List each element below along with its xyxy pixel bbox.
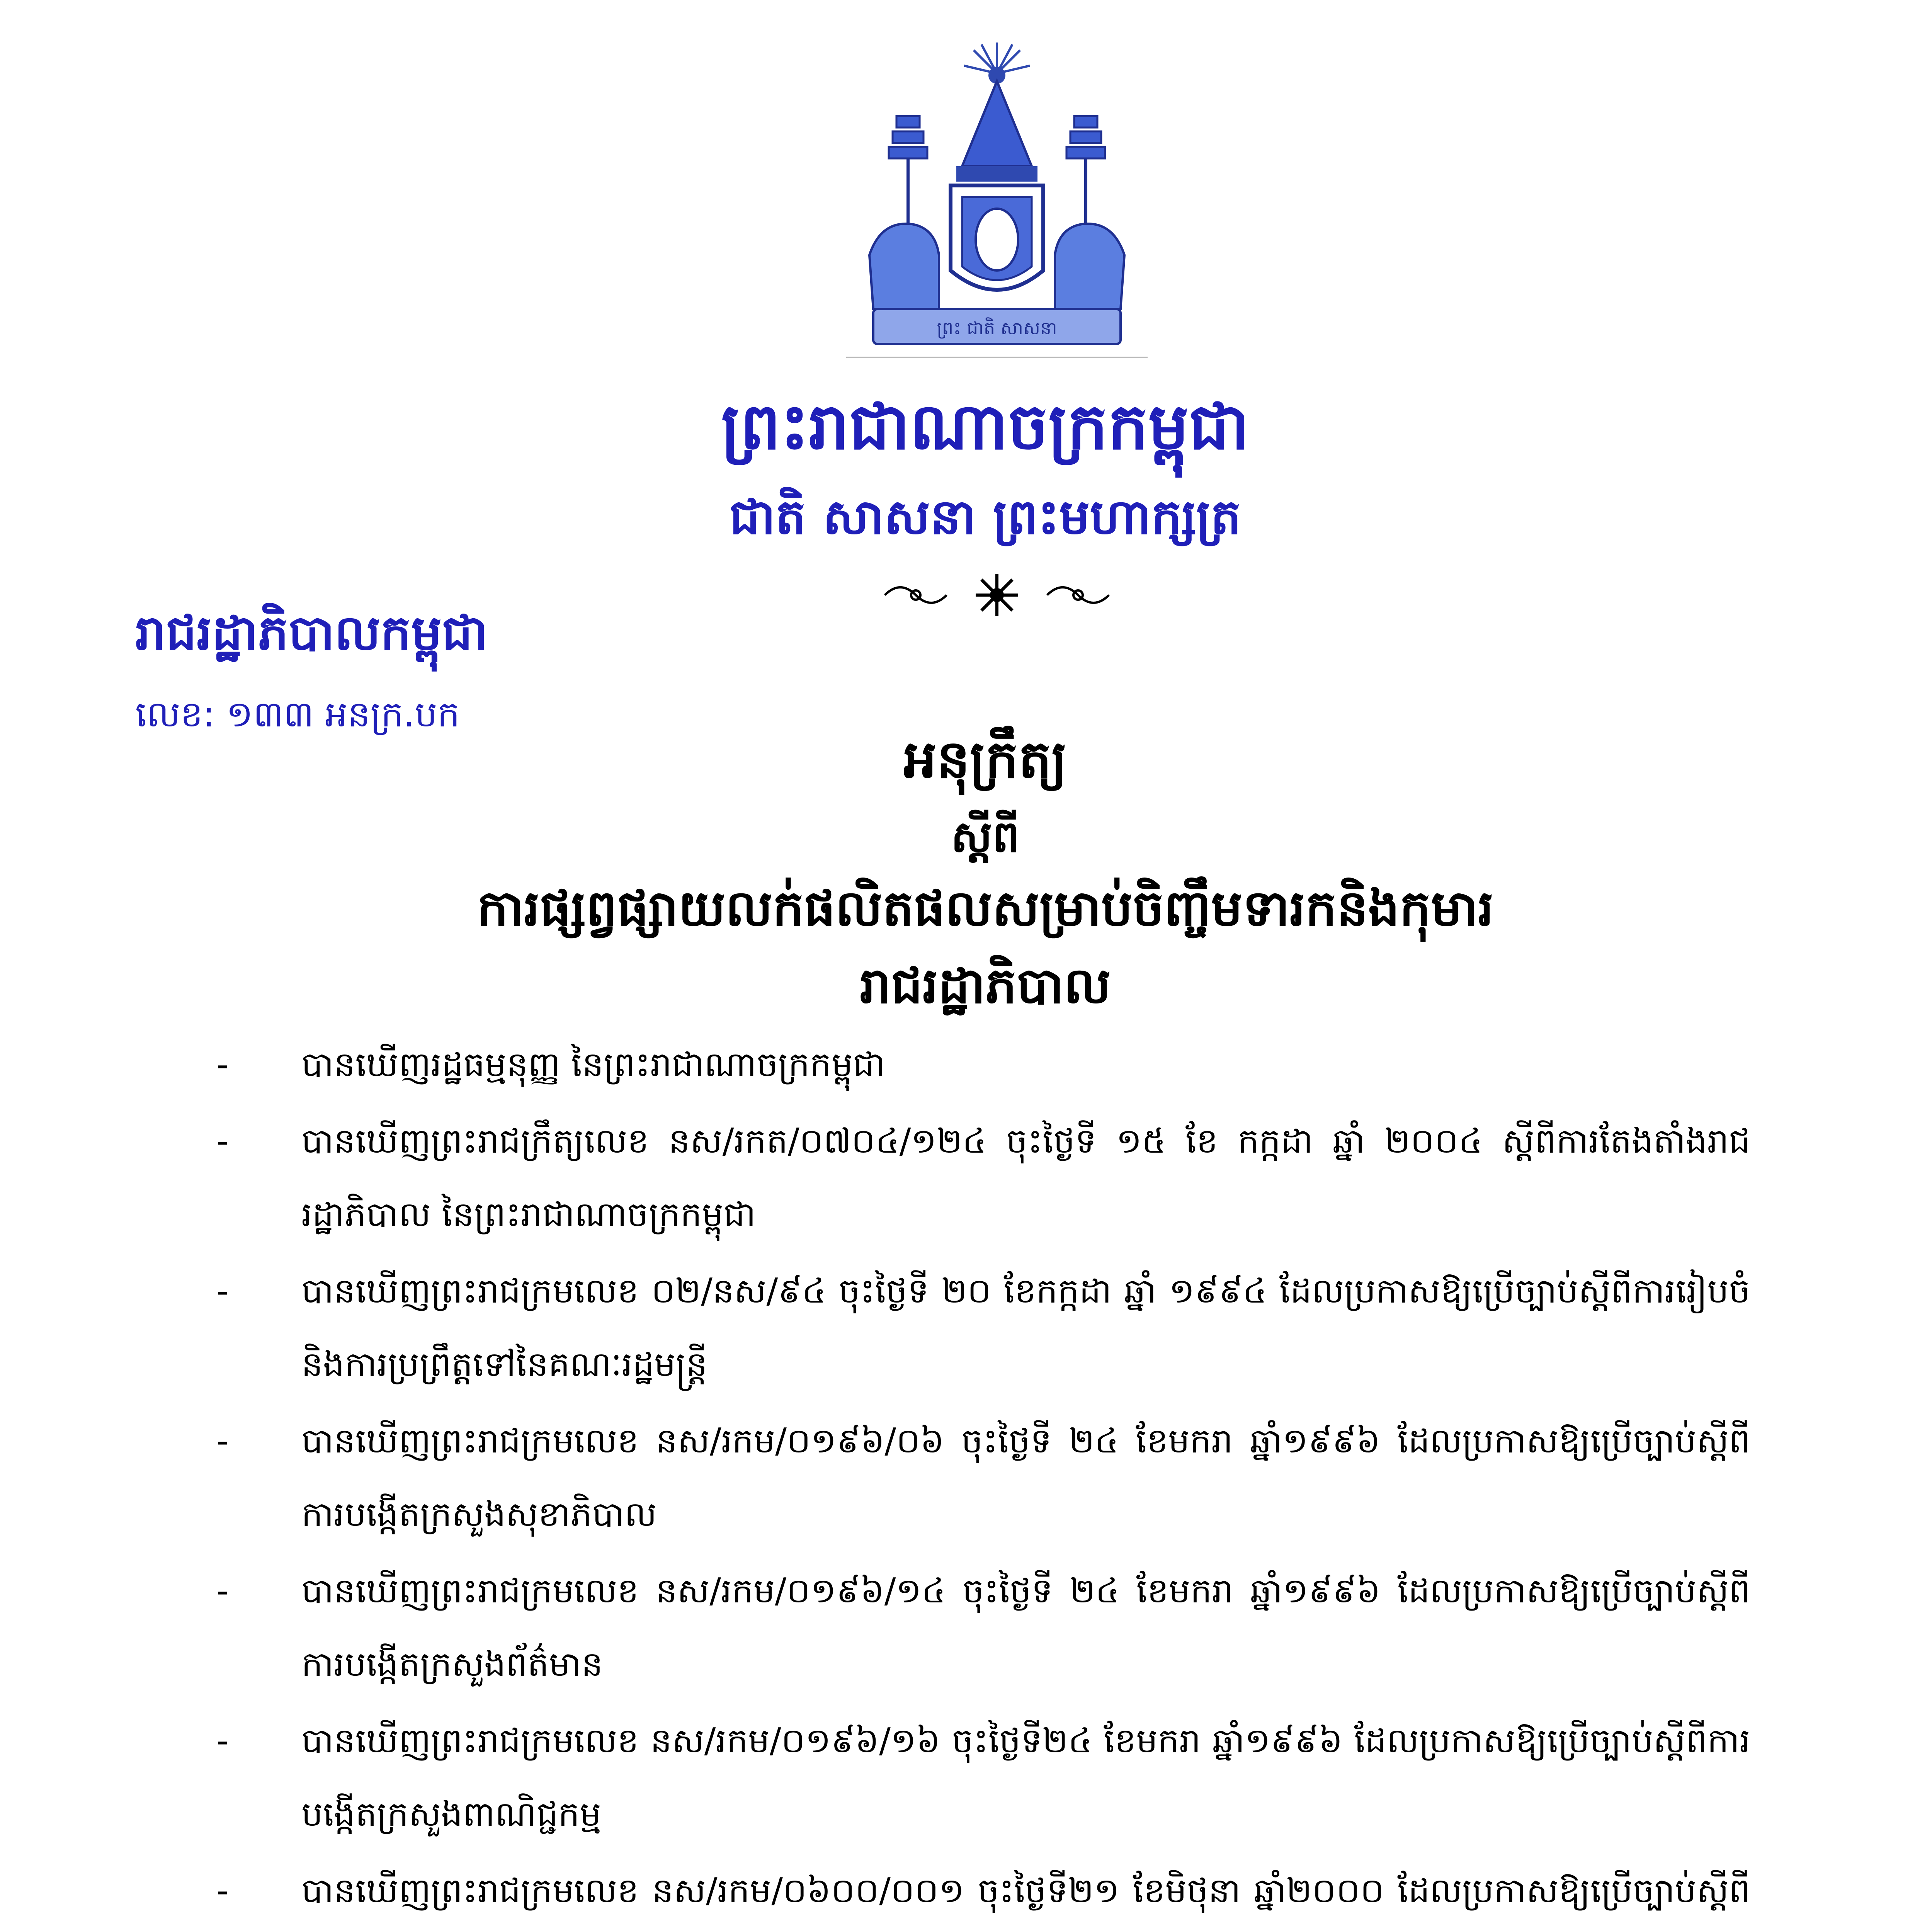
issuer-name: រាជរដ្ឋាភិបាលកម្ពុជា	[135, 605, 488, 661]
preamble-text: បានឃើញព្រះរាជក្រមលេខ នស/រកម/០១៩៦/១៤ ចុះថ្ងៃទី ២៤ ខែមករា ឆ្នាំ១៩៩៦ ដែលប្រកាសឱ្យប្រើច្បាប់ស្តីពីការបង្កើតក្រសួងព័ត៌មាន	[301, 1571, 1750, 1684]
list-dash: -	[216, 1121, 229, 1161]
preamble-text: បានឃើញរដ្ឋធម្មនុញ្ញ នៃព្រះរាជាណាចក្រកម្ពុជា	[301, 1044, 886, 1084]
title-about: ស្តីពី	[951, 811, 1020, 862]
document-number: លេខ: ១៣៣ អនក្រ.បក	[135, 694, 460, 735]
kingdom-heading: ព្រះរាជាណាចក្រកម្ពុជា	[721, 389, 1250, 464]
emblem-caption: ព្រះ ជាតិ សាសនា	[937, 318, 1057, 338]
preamble-text: បានឃើញព្រះរាជក្រមលេខ នស/រកម/០៦០០/០០១ ចុះថ្ងៃទី២១ ខែមិថុនា ឆ្នាំ២០០០ ដែលប្រកាសឱ្យប្រើច្បាប់ស្តីពី	[301, 1871, 1750, 1910]
list-dash: -	[216, 1044, 229, 1084]
list-dash: -	[216, 1721, 229, 1760]
issuing-authority: រាជរដ្ឋាភិបាល	[860, 957, 1111, 1015]
royal-emblem-icon	[846, 39, 1148, 359]
document-subject: ការផ្សព្វផ្សាយលក់ផលិតផលសម្រាប់ចិញ្ចឹមទារកនិងកុមារ	[477, 879, 1494, 937]
preamble-text: បានឃើញព្រះរាជក្រមលេខ ០២/នស/៩៤ ចុះថ្ងៃទី ២០ ខែកក្កដា ឆ្នាំ ១៩៩៤ ដែលប្រកាសឱ្យប្រើច្បាប់ស្តីពីការរៀបចំ និងការប្រព្រឹត្តទៅនៃគណៈរដ្ឋមន្ត្រី	[301, 1271, 1750, 1384]
preamble-item	[216, 1854, 1750, 1932]
national-motto: ជាតិ សាសនា ព្រះមហាក្សត្រ	[729, 489, 1242, 545]
preamble-item	[216, 1254, 1750, 1401]
preamble-list	[216, 1028, 1750, 1932]
preamble-item	[216, 1104, 1750, 1251]
preamble-item	[216, 1404, 1750, 1551]
preamble-item	[216, 1554, 1750, 1701]
list-dash: -	[216, 1871, 229, 1910]
preamble-text: បានឃើញព្រះរាជក្រមលេខ នស/រកម/០១៩៦/១៦ ចុះថ្ងៃទី២៤ ខែមករា ឆ្នាំ១៩៩៦ ដែលប្រកាសឱ្យប្រើច្បាប់ស្តីពីការបង្កើតក្រសួងពាណិជ្ជកម្ម	[301, 1721, 1750, 1834]
document-type: អនុក្រឹត្យ	[903, 728, 1067, 790]
decorative-divider-icon	[869, 572, 1124, 618]
list-dash: -	[216, 1571, 229, 1611]
preamble-text: បានឃើញព្រះរាជក្រឹត្យលេខ នស/រកត/០៧០៤/១២៤ ចុះថ្ងៃទី ១៥ ខែ កក្កដា ឆ្នាំ ២០០៤ ស្តីពីការតែងតាំងរាជរដ្ឋាភិបាល នៃព្រះរាជាណាចក្រកម្ពុជា	[301, 1121, 1750, 1234]
preamble-item	[216, 1704, 1750, 1851]
preamble-text: បានឃើញព្រះរាជក្រមលេខ នស/រកម/០១៩៦/០៦ ចុះថ្ងៃទី ២៤ ខែមករា ឆ្នាំ១៩៩៦ ដែលប្រកាសឱ្យប្រើច្បាប់ស្តីពីការបង្កើតក្រសួងសុខាភិបាល	[301, 1421, 1750, 1534]
list-dash: -	[216, 1421, 229, 1461]
preamble-item	[216, 1028, 1750, 1101]
list-dash: -	[216, 1271, 229, 1311]
